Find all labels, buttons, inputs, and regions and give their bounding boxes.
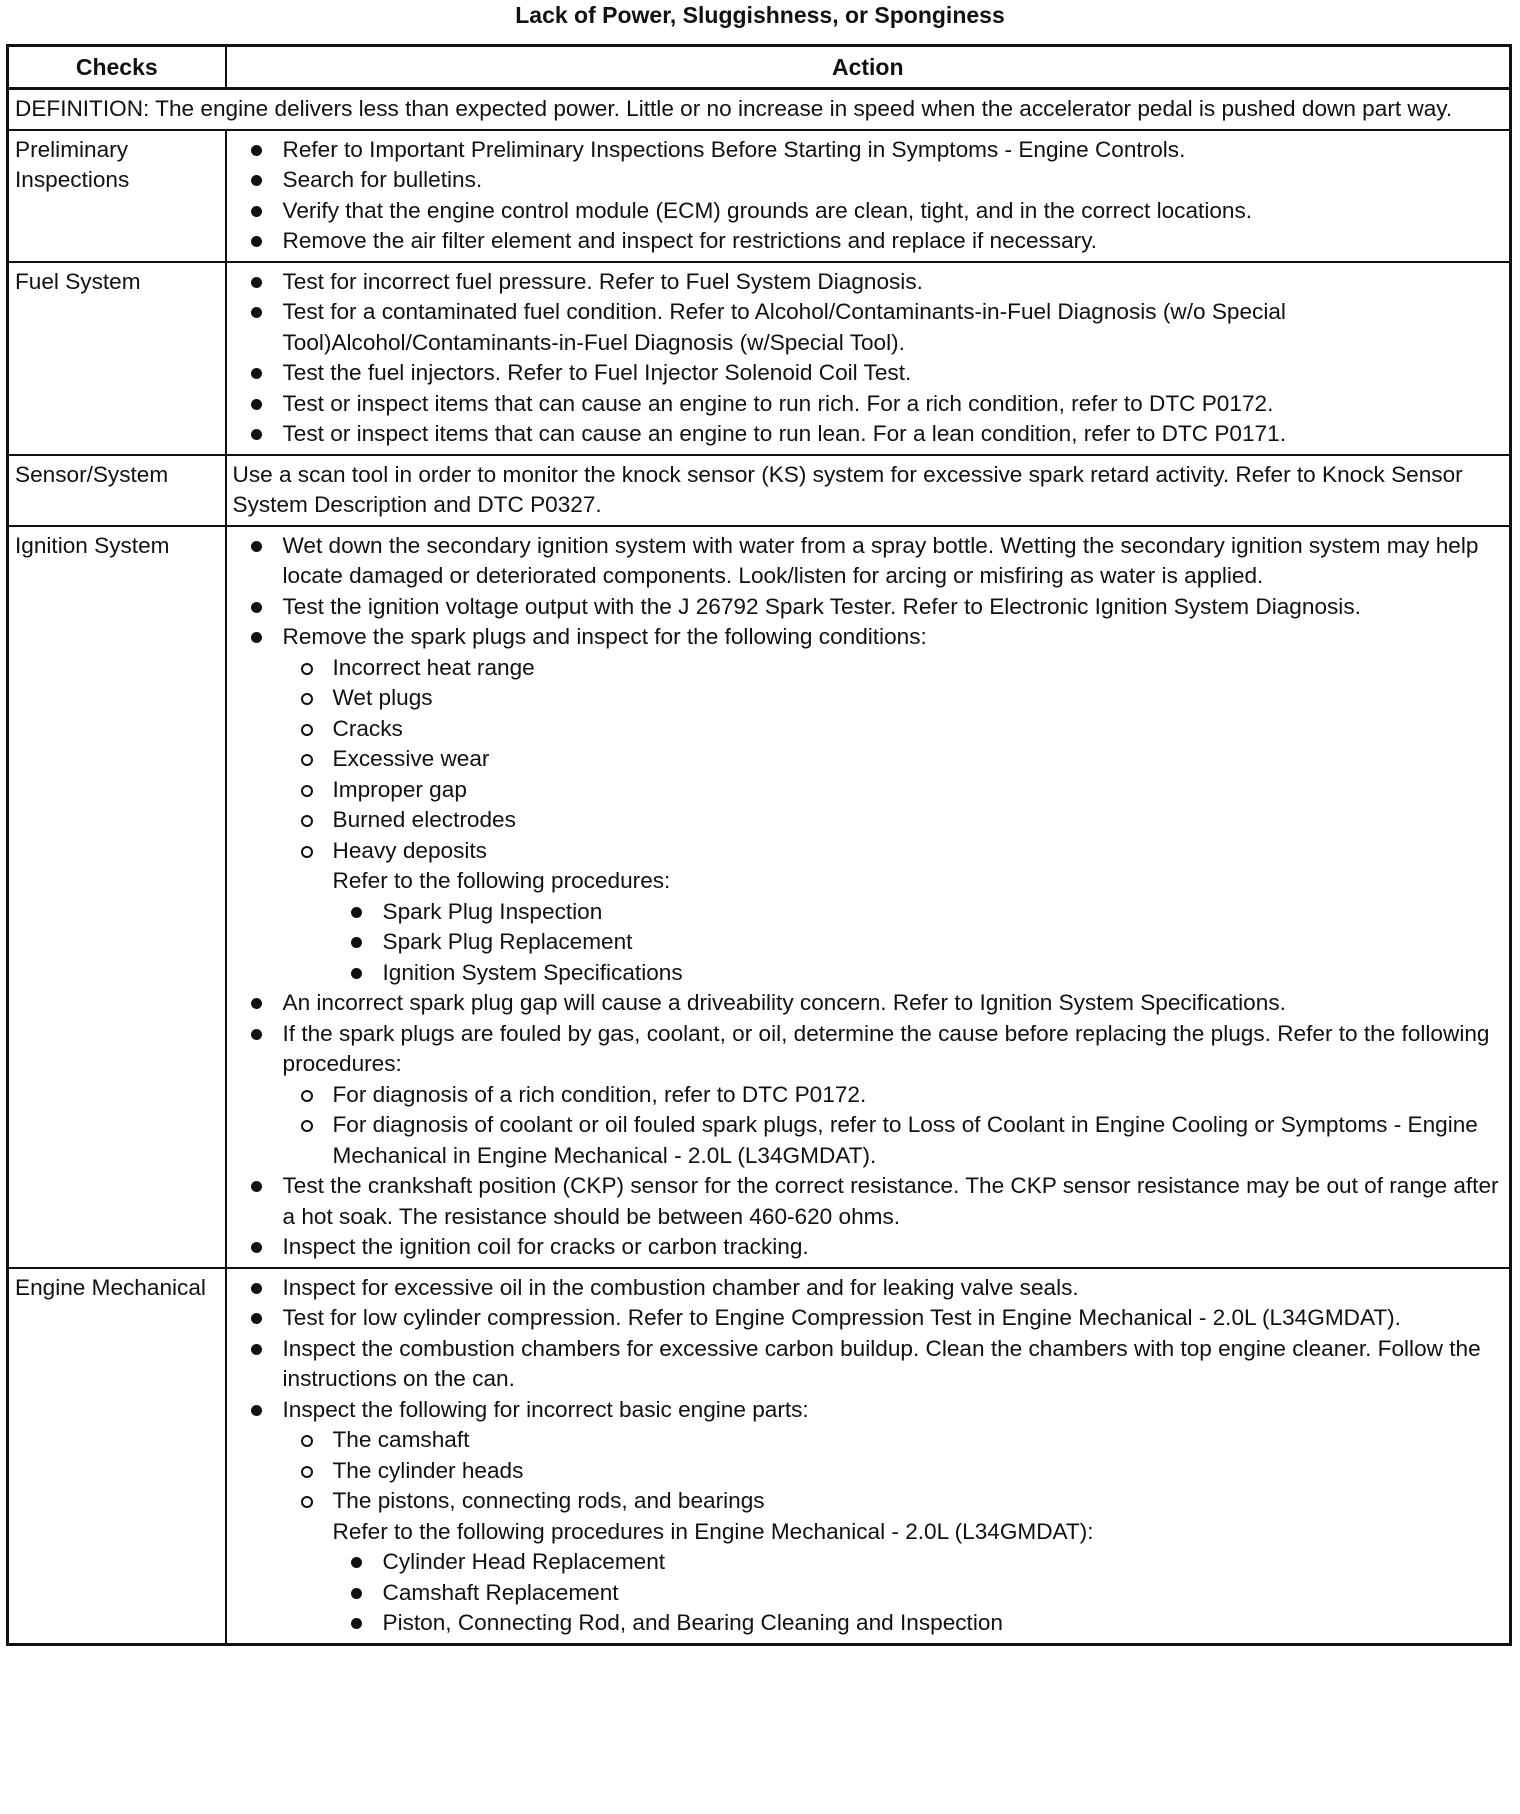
condition-text: Heavy deposits	[332, 837, 487, 863]
procedure-item: Spark Plug Inspection	[333, 897, 1504, 928]
check-preliminary: Preliminary Inspections	[8, 130, 226, 262]
list-item: Refer to Important Preliminary Inspections Before Starting in Symptoms - Engine Controls.	[233, 135, 1504, 166]
action-sensor-system: Use a scan tool in order to monitor the knock sensor (KS) system for excessive spark retard activity. Refer to Knock Sensor System Description and DTC P0327.	[226, 455, 1511, 526]
list-item-text: Inspect the following for incorrect basic engine parts:	[282, 1396, 809, 1422]
definition-text: DEFINITION: The engine delivers less than expected power. Little or no increase in speed when the accelerator pedal is pushed down part way.	[8, 89, 1511, 130]
condition-item: Improper gap	[283, 775, 1504, 806]
list-item: Test the ignition voltage output with the J 26792 Spark Tester. Refer to Electronic Ignition System Diagnosis.	[233, 592, 1504, 623]
procedure-item: Piston, Connecting Rod, and Bearing Cleaning and Inspection	[333, 1608, 1504, 1639]
list-item: Test or inspect items that can cause an engine to run rich. For a rich condition, refer to DTC P0172.	[233, 389, 1504, 420]
list-item: Inspect the ignition coil for cracks or carbon tracking.	[233, 1232, 1504, 1263]
condition-item: Cracks	[283, 714, 1504, 745]
table-row	[8, 526, 1511, 1268]
condition-item: Excessive wear	[283, 744, 1504, 775]
list-item	[233, 622, 1504, 988]
refer-text: Refer to the following procedures in Engine Mechanical - 2.0L (L34GMDAT):	[332, 1518, 1094, 1544]
action-engine-mechanical	[226, 1268, 1511, 1645]
action-header: Action	[226, 46, 1511, 89]
action-preliminary	[226, 130, 1511, 262]
procedure-item: Camshaft Replacement	[333, 1578, 1504, 1609]
condition-item: Wet plugs	[283, 683, 1504, 714]
action-ignition-system	[226, 526, 1511, 1268]
table-row	[8, 455, 1511, 526]
list-item	[233, 1019, 1504, 1172]
refer-text: Refer to the following procedures:	[332, 868, 671, 893]
list-item: Inspect for excessive oil in the combustion chamber and for leaking valve seals.	[233, 1273, 1504, 1304]
part-item	[283, 1486, 1504, 1639]
check-fuel-system: Fuel System	[8, 262, 226, 455]
part-item: The cylinder heads	[283, 1456, 1504, 1487]
list-item: Test for incorrect fuel pressure. Refer to Fuel System Diagnosis.	[233, 267, 1504, 298]
condition-item: Incorrect heat range	[283, 653, 1504, 684]
condition-item	[283, 836, 1504, 989]
part-item: The camshaft	[283, 1425, 1504, 1456]
checks-header: Checks	[8, 46, 226, 89]
sub-item: For diagnosis of coolant or oil fouled spark plugs, refer to Loss of Coolant in Engine Cooling or Symptoms - Engine Mechanical in Engine Mechanical - 2.0L (L34GMDAT).	[283, 1110, 1504, 1171]
table-row	[8, 262, 1511, 455]
header-row	[8, 46, 1511, 89]
sub-item: For diagnosis of a rich condition, refer to DTC P0172.	[283, 1080, 1504, 1111]
list-item: Test for a contaminated fuel condition. Refer to Alcohol/Contaminants-in-Fuel Diagnosis (w/o Special Tool)Alcohol/Contaminants-in-Fuel Diagnosis (w/Special Tool).	[233, 297, 1504, 358]
list-item: Verify that the engine control module (ECM) grounds are clean, tight, and in the correct locations.	[233, 196, 1504, 227]
list-item: Inspect the combustion chambers for excessive carbon buildup. Clean the chambers with top engine cleaner. Follow the instructions on the can.	[233, 1334, 1504, 1395]
part-text: The pistons, connecting rods, and bearings	[332, 1488, 765, 1513]
table-row	[8, 1268, 1511, 1645]
check-engine-mechanical: Engine Mechanical	[8, 1268, 226, 1645]
list-item: Test or inspect items that can cause an engine to run lean. For a lean condition, refer to DTC P0171.	[233, 419, 1504, 450]
diagnosis-table	[6, 44, 1512, 1646]
list-item	[233, 1395, 1504, 1639]
condition-item: Burned electrodes	[283, 805, 1504, 836]
list-item: Test the crankshaft position (CKP) sensor for the correct resistance. The CKP sensor resistance may be out of range after a hot soak. The resistance should be between 460-620 ohms.	[233, 1171, 1504, 1232]
list-item-text: If the spark plugs are fouled by gas, coolant, or oil, determine the cause before replacing the plugs. Refer to the following procedures:	[282, 1020, 1490, 1076]
procedure-item: Cylinder Head Replacement	[333, 1547, 1504, 1578]
list-item: An incorrect spark plug gap will cause a driveability concern. Refer to Ignition System Specifications.	[233, 988, 1504, 1019]
page-title: Lack of Power, Sluggishness, or Sponginess	[515, 2, 1005, 28]
procedure-item: Ignition System Specifications	[333, 958, 1504, 989]
check-sensor-system: Sensor/System	[8, 455, 226, 526]
check-ignition-system: Ignition System	[8, 526, 226, 1268]
list-item: Test for low cylinder compression. Refer to Engine Compression Test in Engine Mechanical - 2.0L (L34GMDAT).	[233, 1303, 1504, 1334]
list-item: Search for bulletins.	[233, 165, 1504, 196]
list-item: Test the fuel injectors. Refer to Fuel Injector Solenoid Coil Test.	[233, 358, 1504, 389]
list-item: Remove the air filter element and inspect for restrictions and replace if necessary.	[233, 226, 1504, 257]
table-row	[8, 130, 1511, 262]
procedure-item: Spark Plug Replacement	[333, 927, 1504, 958]
action-fuel-system	[226, 262, 1511, 455]
definition-row	[8, 89, 1511, 130]
list-item: Wet down the secondary ignition system with water from a spray bottle. Wetting the secondary ignition system may help locate damaged or deteriorated components. Look/listen for arcing or misfiring as water is applied.	[233, 531, 1504, 592]
list-item-text: Remove the spark plugs and inspect for the following conditions:	[282, 624, 927, 649]
